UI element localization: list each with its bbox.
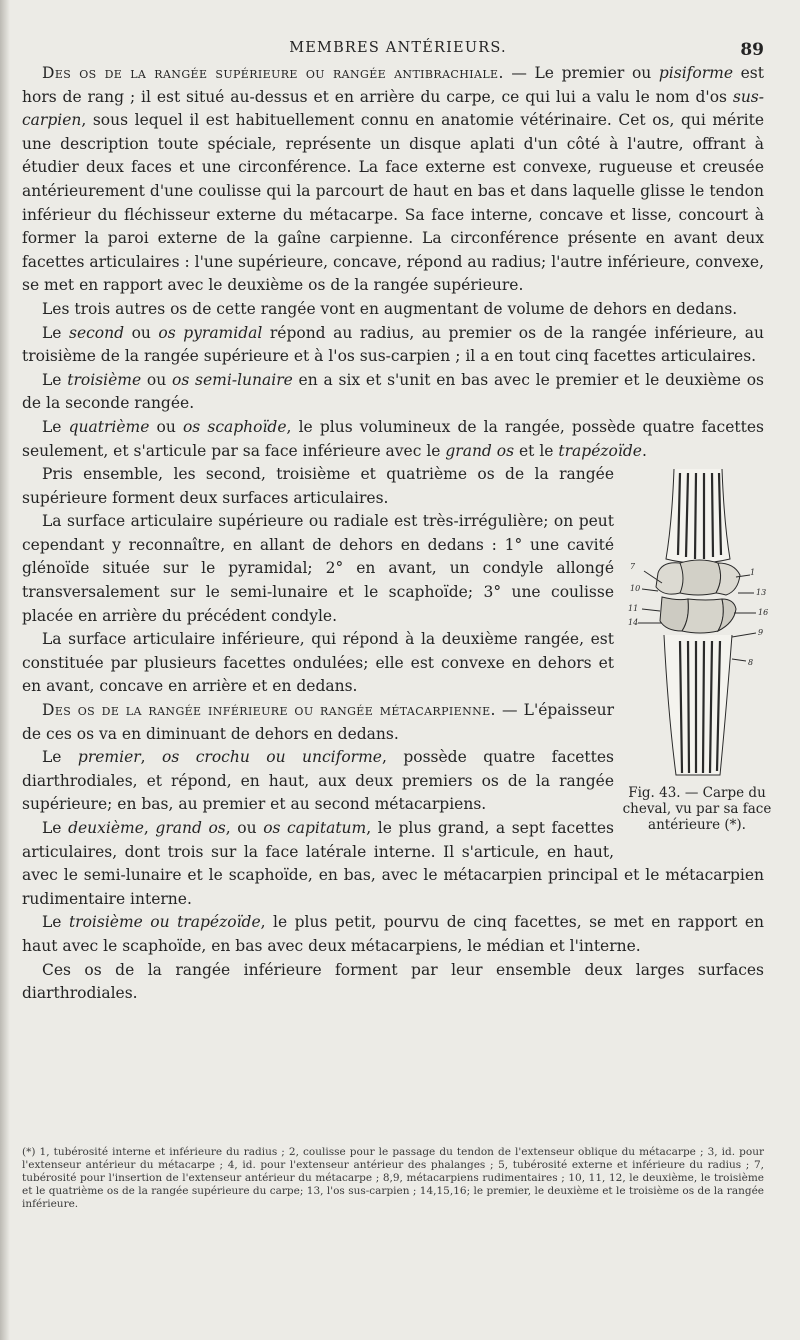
paragraph: [22, 959, 764, 1006]
svg-text:8: 8: [748, 658, 754, 668]
text-run: et le: [514, 441, 559, 460]
text-run: ,: [143, 819, 156, 837]
binding-shadow: [0, 0, 10, 1340]
page-number: 89: [740, 40, 764, 60]
svg-text:16: 16: [758, 608, 769, 618]
italic-term: troisième: [67, 370, 142, 389]
running-head: [32, 40, 764, 62]
italic-term: deuxième: [68, 819, 144, 837]
paragraph: [22, 369, 764, 416]
svg-text:11: 11: [628, 604, 639, 614]
paragraph: [22, 911, 764, 958]
italic-term: os capitatum: [263, 819, 367, 837]
text-run: — Le premier ou: [503, 64, 659, 82]
text-run: Le: [42, 417, 69, 436]
italic-term: os semi-lunaire: [172, 370, 293, 389]
text-run: Les trois autres os de cette rangée vont en augmentant de volume de dehors en dedans.: [42, 299, 738, 318]
italic-term: trapézoïde: [558, 441, 642, 460]
figure-43: [622, 463, 772, 863]
carpus-illustration: [622, 463, 772, 781]
text-run: , ou: [225, 819, 264, 837]
text-run: , le plus grand, a sept facettes articulaires, dont trois sur la face latérale interne. Il s'articule, en haut, avec le semi-lunaire et le scaphoïde, en bas, avec le métacarpien principal et le métacarpien rudimentaire interne.: [22, 819, 764, 908]
svg-text:1: 1: [750, 568, 756, 578]
text-run: Le: [42, 819, 69, 837]
paragraph: [22, 322, 764, 369]
paragraph: [22, 298, 764, 322]
text-run: La surface articulaire inférieure, qui répond à la deuxième rangée, est constituée par plusieurs facettes ondulées; elle est convexe en dehors et en avant, concave en arrière et en dedans.: [22, 630, 614, 696]
text-run: ou: [149, 417, 183, 436]
text-run: Le: [42, 748, 78, 767]
italic-term: grand os: [155, 819, 226, 837]
italic-term: quatrième: [68, 417, 150, 436]
text-run: répond au radius, au premier os de la rangée inférieure, au troisième de la rangée supérieure et à l'os sus-carpien ; il a en tout cinq facettes articulaires.: [22, 323, 765, 366]
text-run: ou: [124, 323, 159, 342]
svg-text:13: 13: [756, 588, 767, 598]
text-run: Le: [42, 323, 69, 342]
svg-text:7: 7: [630, 562, 636, 572]
text-run: ou: [141, 370, 172, 389]
text-run: , le plus volumineux de la rangée, possède quatre facettes seulement, et s'articule par sa face inférieure avec le: [22, 417, 764, 460]
italic-term: os crochu ou unciforme: [162, 748, 382, 767]
section-heading: Des os de la rangée inférieure ou rangée métacarpienne.: [42, 701, 496, 720]
text-run: est hors de rang ; il est situé au-dessus et en arrière du carpe, ce qui lui a valu le nom d'os: [22, 64, 764, 106]
italic-term: pisiforme: [658, 64, 734, 82]
text-run: — L'épaisseur de ces os va en diminuant de dehors en dedans.: [22, 701, 614, 743]
paragraph: [22, 62, 764, 298]
paragraph: [22, 416, 764, 463]
svg-text:14: 14: [628, 618, 639, 628]
text-run: , possède quatre facettes diarthrodiales, et répond, en haut, aux deux premiers os de la rangée supérieure; en bas, au premier et au second métacarpiens.: [22, 748, 615, 814]
text-run: Ces os de la rangée inférieure forment par leur ensemble deux larges surfaces diarthrodiales.: [22, 960, 764, 1003]
italic-term: os scaphoïde: [182, 417, 287, 436]
running-title: MEMBRES ANTÉRIEURS.: [289, 40, 507, 56]
text-run: ,: [140, 748, 163, 767]
figure-caption: Fig. 43. — Carpe du cheval, vu par sa face antérieure (*).: [622, 785, 772, 834]
italic-term: second: [69, 323, 125, 342]
svg-text:9: 9: [758, 628, 764, 638]
text-run: Le: [42, 913, 69, 932]
italic-term: grand os: [445, 441, 515, 460]
figure-footnote: (*) 1, tubérosité interne et inférieure du radius ; 2, coulisse pour le passage du tendon de l'extenseur oblique du métacarpe ; 3, id. pour l'extenseur antérieur du métacarpe ; 4, id. pour l'extenseur antérieur des phalanges ; 5, tubérosité externe et inférieure du radius ; 7, tubérosité pour l'insertion de l'extenseur antérieur du métacarpe ; 8,9, métacarpiens rudimentaires ; 10, 11, 12, le deuxième, le troisième et le quatrième os de la rangée supérieure du carpe; 13, l'os sus-carpien ; 14,15,16; le premier, le deuxième et le troisième os de la rangée inférieure.: [22, 1146, 764, 1210]
italic-term: premier: [77, 748, 141, 767]
text-run: en a six et s'unit en bas avec le premier et le deuxième os de la seconde rangée.: [22, 370, 764, 413]
text-run: Pris ensemble, les second, troisième et quatrième os de la rangée supérieure forment deux surfaces articulaires.: [22, 465, 614, 507]
italic-term: sus-carpien: [22, 87, 764, 130]
section-heading: Des os de la rangée supérieure ou rangée antibrachiale.: [42, 64, 504, 82]
text-run: Le: [42, 370, 68, 389]
text-run: .: [641, 441, 647, 460]
italic-term: os pyramidal: [158, 323, 263, 342]
svg-text:10: 10: [630, 584, 641, 594]
text-run: , le plus petit, pourvu de cinq facettes, se met en rapport en haut avec le scaphoïde, en bas avec deux métacarpiens, le médian et l'interne.: [22, 913, 764, 955]
text-run: La surface articulaire supérieure ou radiale est très-irrégulière; on peut cependant y reconnaître, en allant de dehors en dedans : 1° une cavité glénoïde située sur le pyramidal; 2° en avant, un condyle allongé transversalement sur le semi-lunaire et le scaphoïde; 3° une coulisse placée en arrière du précédent condyle.: [22, 512, 614, 625]
text-run: , sous lequel il est habituellement connu en anatomie vétérinaire. Cet os, qui mérite une description toute spéciale, représente un disque aplati d'un côté à l'autre, offrant à étudier deux faces et une circonférence. La face externe est convexe, rugueuse et creusée antérieurement d'une coulisse qui la parcourt de haut en bas et dans laquelle glisse le tendon inférieur du fléchisseur externe du métacarpe. Sa face interne, concave et lisse, concourt à former la paroi externe de la gaîne carpienne. La circonférence présente en avant deux facettes articulaires : l'une supérieure, concave, répond au radius; l'autre inférieure, convexe, se met en rapport avec le deuxième os de la rangée supérieure.: [22, 111, 764, 295]
italic-term: troisième ou trapézoïde: [68, 913, 261, 932]
body-text: [22, 62, 772, 1006]
